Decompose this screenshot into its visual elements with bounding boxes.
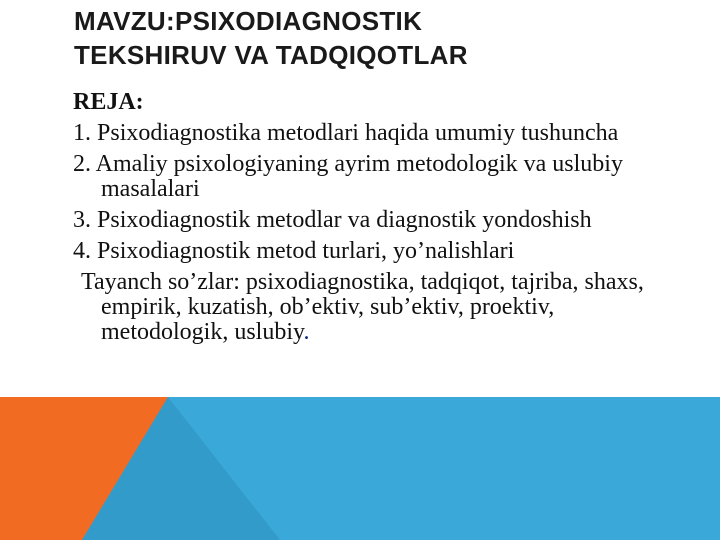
keywords-end: . [303, 319, 310, 345]
plan-item-4: 4. Psixodiagnostik metod turlari, yo’nalishlari [73, 238, 515, 264]
plan-item-2: 2. Amaliy psixologiyaning ayrim metodologik va uslubiy masalalari [73, 151, 623, 202]
title-line-2: TEKSHIRUV VA TADQIQOTLAR [74, 40, 468, 70]
slide-title [74, 4, 694, 72]
keywords-text: Tayanch so’zlar: psixodiagnostika, tadqiqot, tajriba, shaxs, empirik, kuzatish, ob’ektiv, sub’ektiv, proektiv, metodologik, uslubiy [81, 269, 644, 345]
plan-item-1: 1. Psixodiagnostika metodlari haqida umumiy tushuncha [73, 120, 619, 146]
plan-item-3: 3. Psixodiagnostik metodlar va diagnostik yondoshish [73, 207, 592, 233]
plan-heading: REJA: [73, 89, 144, 115]
plan-content [73, 90, 663, 345]
title-line-1: MAVZU:PSIXODIAGNOSTIK [74, 6, 423, 36]
keywords-paragraph [73, 270, 663, 345]
